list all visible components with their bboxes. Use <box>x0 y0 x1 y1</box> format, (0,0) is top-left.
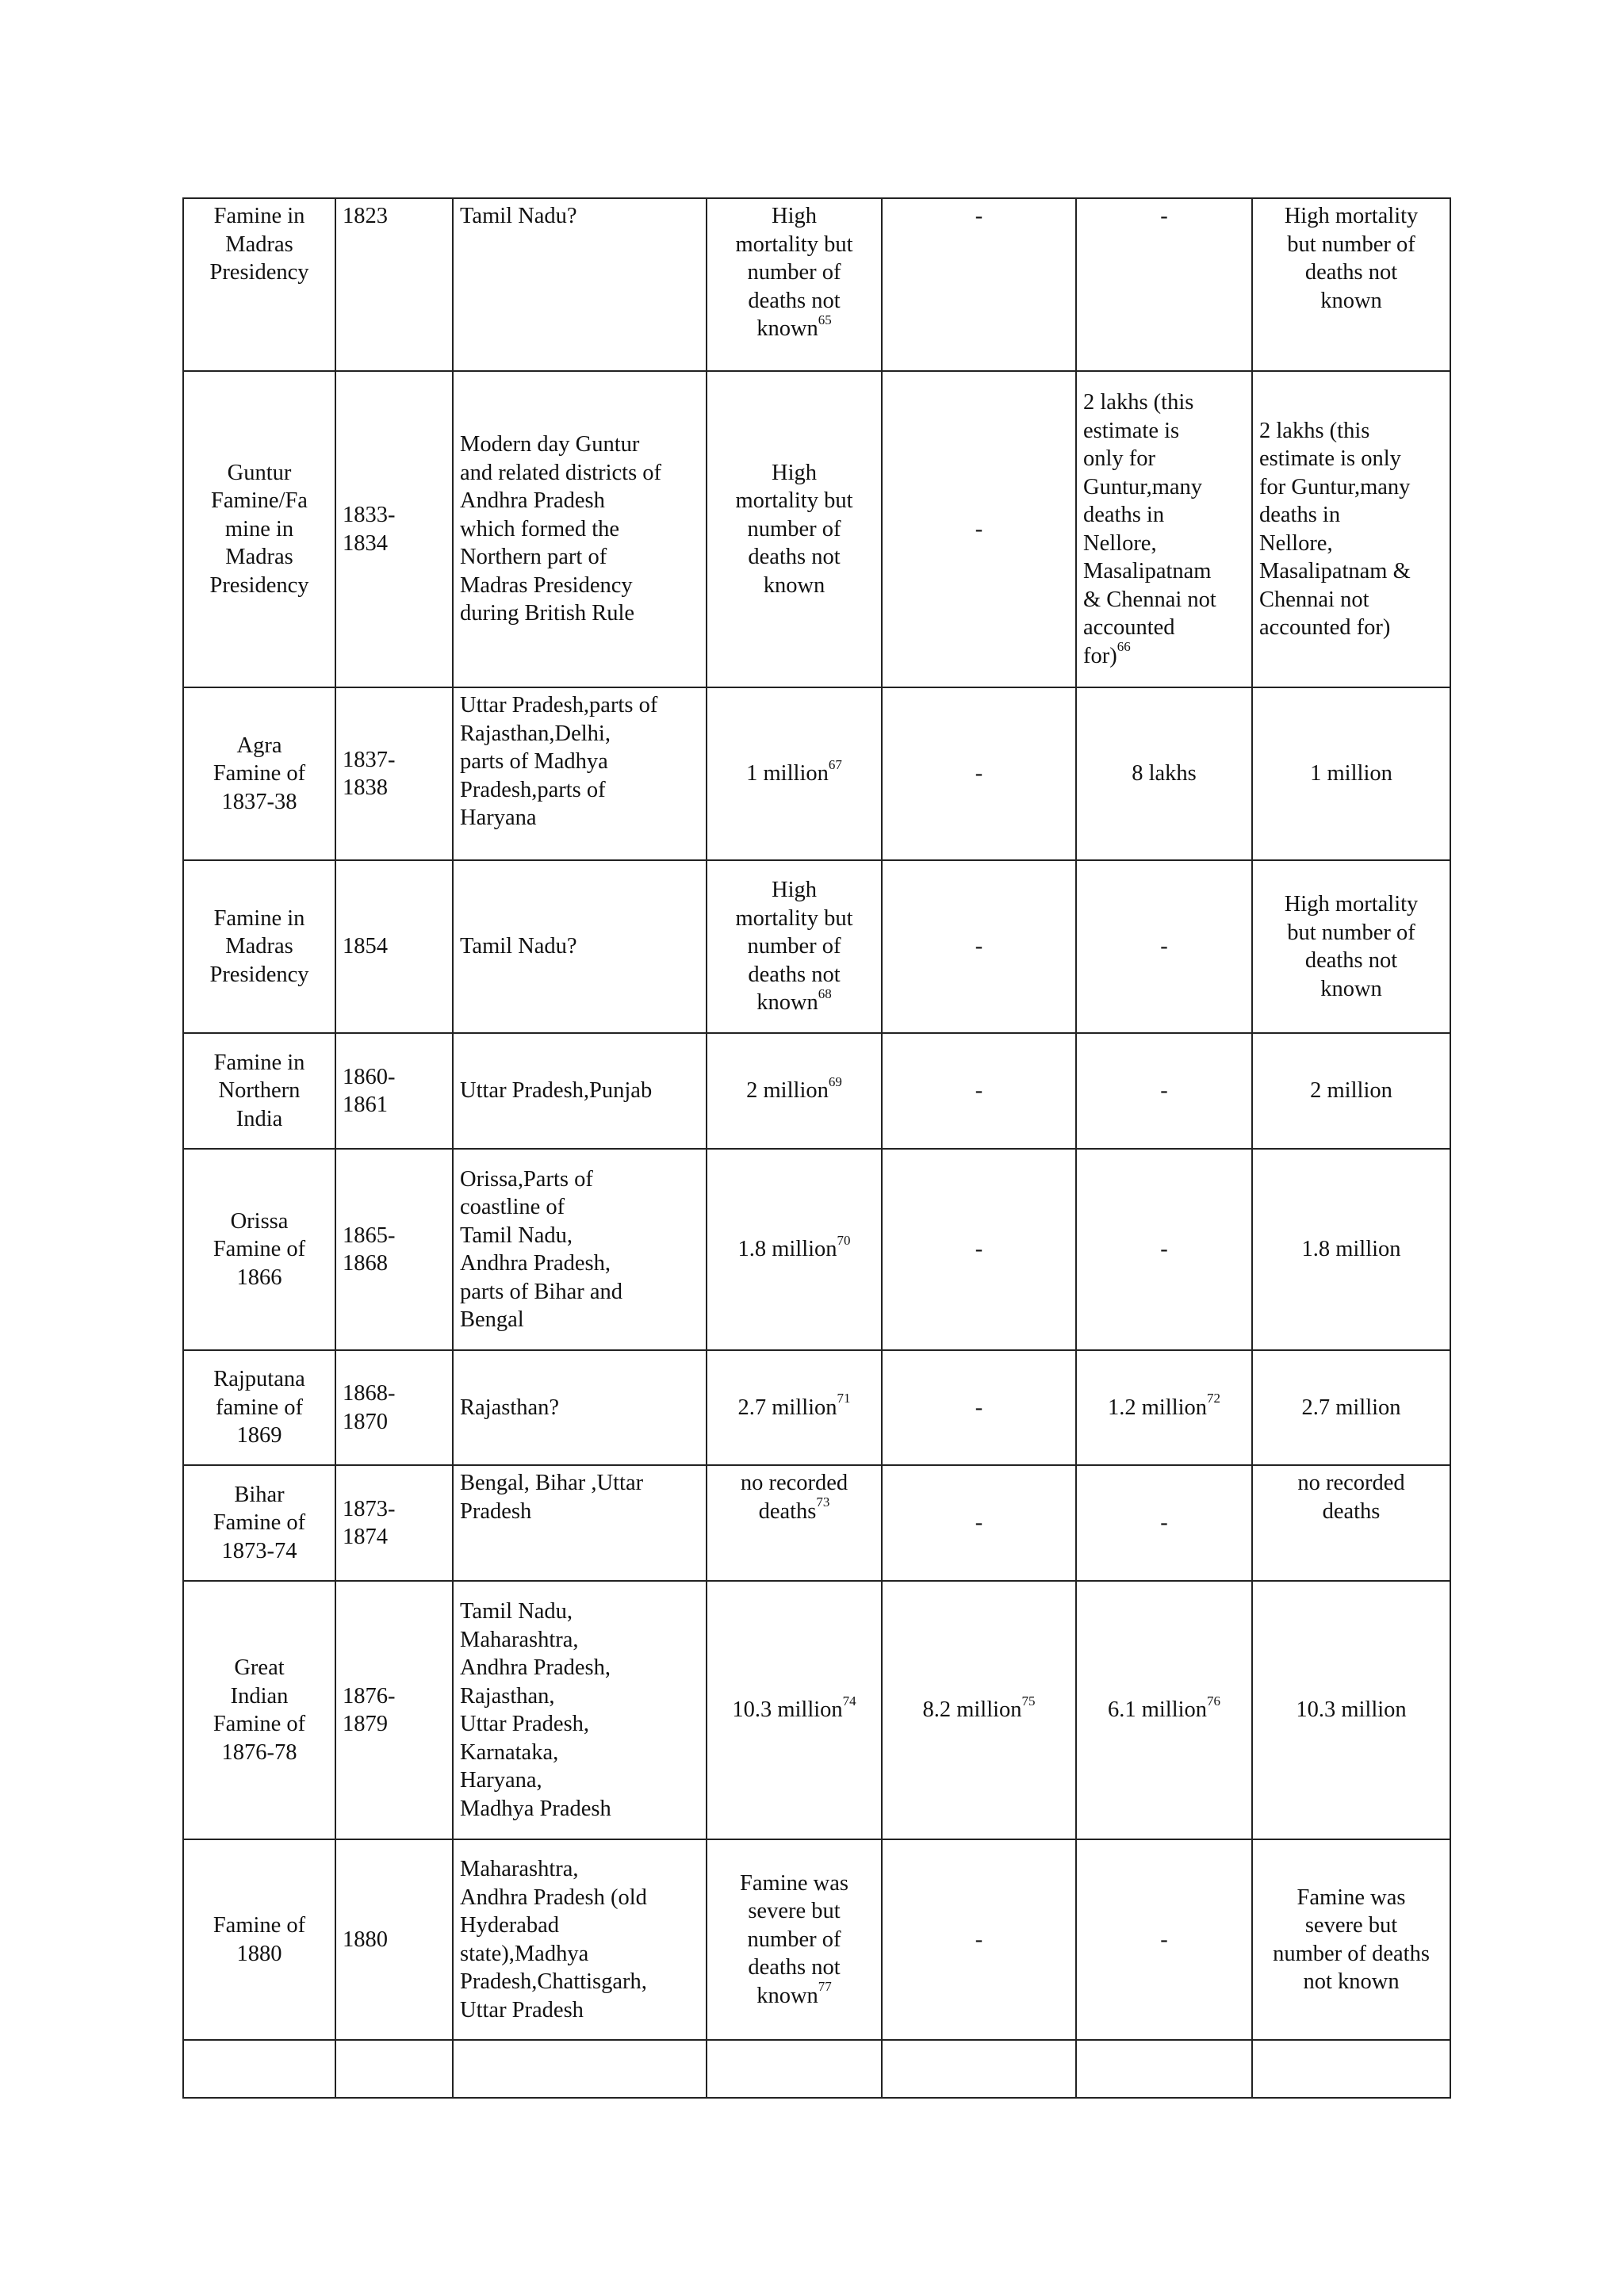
estimate-3-cell <box>1076 860 1252 1033</box>
estimate-1: Famine was severe but number of deaths not known <box>740 1870 848 2008</box>
estimate-2: - <box>975 1927 983 1952</box>
affected-regions: Tamil Nadu? <box>460 934 577 959</box>
estimate-2: - <box>975 761 983 786</box>
estimate-2-cell <box>882 1350 1076 1465</box>
famine-name: Guntur Famine/Fa mine in Madras Presidency <box>209 460 309 598</box>
famine-years: 1865- 1868 <box>343 1223 396 1276</box>
estimate-1-cell <box>707 687 882 860</box>
regions-cell <box>453 1033 707 1149</box>
table-row <box>183 1839 1450 2040</box>
estimate-2-cell <box>882 371 1076 687</box>
estimate-3: 8 lakhs <box>1132 761 1197 786</box>
final-estimate-cell <box>1252 1350 1450 1465</box>
famine-name: Great Indian Famine of 1876-78 <box>213 1655 306 1765</box>
regions-cell <box>453 198 707 371</box>
final-estimate: 2.7 million <box>1301 1395 1401 1420</box>
table-row <box>183 1350 1450 1465</box>
estimate-1-cell <box>707 371 882 687</box>
final-estimate: 2 million <box>1310 1078 1392 1104</box>
famine-name-cell <box>183 1350 335 1465</box>
estimate-1: 2 million <box>746 1078 829 1104</box>
affected-regions: Bengal, Bihar ,Uttar Pradesh <box>460 1471 644 1524</box>
footnote-ref: 69 <box>828 1073 842 1089</box>
famine-years: 1873- 1874 <box>343 1496 396 1549</box>
famine-name: Rajputana famine of 1869 <box>213 1367 305 1448</box>
famine-years: 1860- 1861 <box>343 1064 396 1117</box>
regions-cell <box>453 860 707 1033</box>
estimate-3-cell <box>1076 1465 1252 1581</box>
estimate-3-cell <box>1076 1149 1252 1350</box>
final-estimate-cell <box>1252 1465 1450 1581</box>
famine-years: 1868- 1870 <box>343 1381 396 1434</box>
final-estimate-cell <box>1252 198 1450 371</box>
estimate-2-cell <box>882 1839 1076 2040</box>
famine-years: 1837- 1838 <box>343 747 396 800</box>
table-row <box>183 371 1450 687</box>
final-estimate: High mortality but number of deaths not known <box>1284 204 1419 313</box>
estimate-1-cell <box>707 1350 882 1465</box>
regions-cell <box>453 1581 707 1839</box>
estimate-1: 2.7 million <box>737 1395 837 1420</box>
footnote-ref: 68 <box>818 985 832 1001</box>
final-estimate: 2 lakhs (this estimate is only for Guntur,many deaths in Nellore, Masalipatnam & Chennai not accounted for) <box>1259 418 1411 640</box>
years-cell <box>335 1350 453 1465</box>
footnote-ref: 77 <box>818 1979 832 1995</box>
estimate-1-cell <box>707 1033 882 1149</box>
footnote-ref: 76 <box>1207 1693 1221 1709</box>
estimate-3: - <box>1160 1927 1168 1952</box>
affected-regions: Tamil Nadu? <box>460 204 577 228</box>
footnote-ref: 65 <box>818 312 832 327</box>
estimate-1: no recorded deaths <box>740 1471 848 1524</box>
estimate-1-cell <box>707 1581 882 1839</box>
estimate-3: 1.2 million <box>1107 1395 1208 1420</box>
estimate-3: - <box>1160 204 1168 228</box>
final-estimate-cell <box>1252 1149 1450 1350</box>
years-cell <box>335 1465 453 1581</box>
final-estimate-cell <box>1252 1839 1450 2040</box>
estimate-1-cell <box>707 860 882 1033</box>
footnote-ref: 75 <box>1021 1693 1036 1709</box>
footnote-ref: 66 <box>1116 639 1131 654</box>
final-estimate: 1 million <box>1310 761 1392 786</box>
years-cell <box>335 371 453 687</box>
estimate-3: 2 lakhs (this estimate is only for Guntur,many deaths in Nellore, Masalipatnam & Chennai not accounted for) <box>1083 390 1216 668</box>
estimate-2-cell <box>882 1149 1076 1350</box>
table-row <box>183 687 1450 860</box>
table-row <box>183 1033 1450 1149</box>
estimate-2: - <box>975 204 983 228</box>
final-estimate: no recorded deaths <box>1297 1471 1405 1524</box>
table-row <box>183 860 1450 1033</box>
affected-regions: Orissa,Parts of coastline of Tamil Nadu, Andhra Pradesh, parts of Bihar and Bengal <box>460 1166 622 1332</box>
regions-cell <box>453 1465 707 1581</box>
estimate-1: High mortality but number of deaths not known <box>735 204 853 341</box>
years-cell <box>335 1581 453 1839</box>
estimate-3-cell <box>1076 1033 1252 1149</box>
famine-name: Famine of 1880 <box>213 1913 306 1966</box>
table-row <box>183 198 1450 371</box>
famine-years: 1880 <box>343 1927 388 1952</box>
footnote-ref: 72 <box>1207 1391 1221 1406</box>
estimate-1: High mortality but number of deaths not known <box>735 878 853 1016</box>
regions-cell <box>453 2040 707 2098</box>
famine-name: Famine in Madras Presidency <box>209 204 309 285</box>
estimate-2-cell <box>882 860 1076 1033</box>
final-estimate: Famine was severe but number of deaths not known <box>1273 1885 1430 1994</box>
estimate-3: - <box>1160 1237 1168 1262</box>
famine-name-cell <box>183 1149 335 1350</box>
affected-regions: Uttar Pradesh,Punjab <box>460 1078 653 1104</box>
affected-regions: Uttar Pradesh,parts of Rajasthan,Delhi, parts of Madhya Pradesh,parts of Haryana <box>460 693 658 830</box>
estimate-2: - <box>975 1510 983 1536</box>
estimate-3: - <box>1160 1510 1168 1536</box>
estimate-3: - <box>1160 1078 1168 1104</box>
estimate-3-cell <box>1076 2040 1252 2098</box>
famine-name-cell <box>183 1581 335 1839</box>
estimate-2-cell <box>882 198 1076 371</box>
famine-name: Orissa Famine of 1866 <box>213 1208 306 1290</box>
years-cell <box>335 687 453 860</box>
affected-regions: Tamil Nadu, Maharashtra, Andhra Pradesh, Rajasthan, Uttar Pradesh, Karnataka, Haryana, Madhya Pradesh <box>460 1599 611 1821</box>
regions-cell <box>453 687 707 860</box>
famine-years: 1854 <box>343 934 388 959</box>
estimate-2: - <box>975 1395 983 1420</box>
famine-years: 1823 <box>343 204 388 228</box>
table-row <box>183 1149 1450 1350</box>
years-cell <box>335 860 453 1033</box>
final-estimate: 1.8 million <box>1301 1237 1401 1262</box>
final-estimate-cell <box>1252 1033 1450 1149</box>
estimate-2: 8.2 million <box>922 1697 1022 1723</box>
estimate-2: - <box>975 934 983 959</box>
famine-name-cell <box>183 198 335 371</box>
years-cell <box>335 2040 453 2098</box>
footnote-ref: 70 <box>837 1232 851 1248</box>
years-cell <box>335 1149 453 1350</box>
final-estimate: 10.3 million <box>1296 1697 1407 1723</box>
famine-name: Bihar Famine of 1873-74 <box>213 1482 306 1563</box>
footnote-ref: 67 <box>828 756 842 772</box>
table-row <box>183 1465 1450 1581</box>
final-estimate-cell <box>1252 687 1450 860</box>
famine-name-cell <box>183 860 335 1033</box>
estimate-2-cell <box>882 1581 1076 1839</box>
famine-name-cell <box>183 371 335 687</box>
estimate-3-cell <box>1076 1839 1252 2040</box>
estimate-2: - <box>975 1237 983 1262</box>
table-row <box>183 2040 1450 2098</box>
famine-name-cell <box>183 1465 335 1581</box>
estimate-2-cell <box>882 687 1076 860</box>
years-cell <box>335 1033 453 1149</box>
footnote-ref: 71 <box>837 1391 851 1406</box>
final-estimate-cell <box>1252 1581 1450 1839</box>
final-estimate-cell <box>1252 371 1450 687</box>
estimate-2-cell <box>882 1465 1076 1581</box>
regions-cell <box>453 371 707 687</box>
regions-cell <box>453 1350 707 1465</box>
estimate-1: High mortality but number of deaths not known <box>735 460 853 598</box>
estimate-1: 1.8 million <box>737 1237 837 1262</box>
estimate-1: 1 million <box>746 761 829 786</box>
footnote-ref: 73 <box>816 1494 830 1510</box>
footnote-ref: 74 <box>842 1693 856 1709</box>
affected-regions: Modern day Guntur and related districts of Andhra Pradesh which formed the Northern part of Madras Presidency during British Rule <box>460 432 662 626</box>
estimate-2-cell <box>882 1033 1076 1149</box>
estimate-2-cell <box>882 2040 1076 2098</box>
famine-name: Famine in Northern India <box>213 1050 305 1131</box>
estimate-3: 6.1 million <box>1107 1697 1208 1723</box>
estimate-1-cell <box>707 1465 882 1581</box>
estimate-3-cell <box>1076 198 1252 371</box>
famine-name-cell <box>183 1033 335 1149</box>
estimate-3-cell <box>1076 687 1252 860</box>
estimate-1-cell <box>707 1149 882 1350</box>
estimate-1-cell <box>707 1839 882 2040</box>
estimate-3-cell <box>1076 1581 1252 1839</box>
regions-cell <box>453 1839 707 2040</box>
regions-cell <box>453 1149 707 1350</box>
affected-regions: Maharashtra, Andhra Pradesh (old Hyderabad state),Madhya Pradesh,Chattisgarh, Uttar Pradesh <box>460 1857 647 2022</box>
estimate-1-cell <box>707 198 882 371</box>
estimate-1-cell <box>707 2040 882 2098</box>
estimate-2: - <box>975 516 983 541</box>
estimate-3-cell <box>1076 371 1252 687</box>
table-row <box>183 1581 1450 1839</box>
estimate-3-cell <box>1076 1350 1252 1465</box>
famine-years: 1833- 1834 <box>343 503 396 556</box>
estimate-3: - <box>1160 934 1168 959</box>
final-estimate-cell <box>1252 860 1450 1033</box>
famine-years: 1876- 1879 <box>343 1683 396 1736</box>
affected-regions: Rajasthan? <box>460 1395 560 1420</box>
years-cell <box>335 1839 453 2040</box>
years-cell <box>335 198 453 371</box>
famine-name: Famine in Madras Presidency <box>209 905 309 987</box>
famine-name: Agra Famine of 1837-38 <box>213 733 306 814</box>
final-estimate: High mortality but number of deaths not known <box>1284 892 1419 1001</box>
famine-table <box>182 197 1451 2099</box>
estimate-1: 10.3 million <box>732 1697 843 1723</box>
famine-name-cell <box>183 687 335 860</box>
final-estimate-cell <box>1252 2040 1450 2098</box>
estimate-2: - <box>975 1078 983 1104</box>
famine-name-cell <box>183 1839 335 2040</box>
famine-name-cell <box>183 2040 335 2098</box>
